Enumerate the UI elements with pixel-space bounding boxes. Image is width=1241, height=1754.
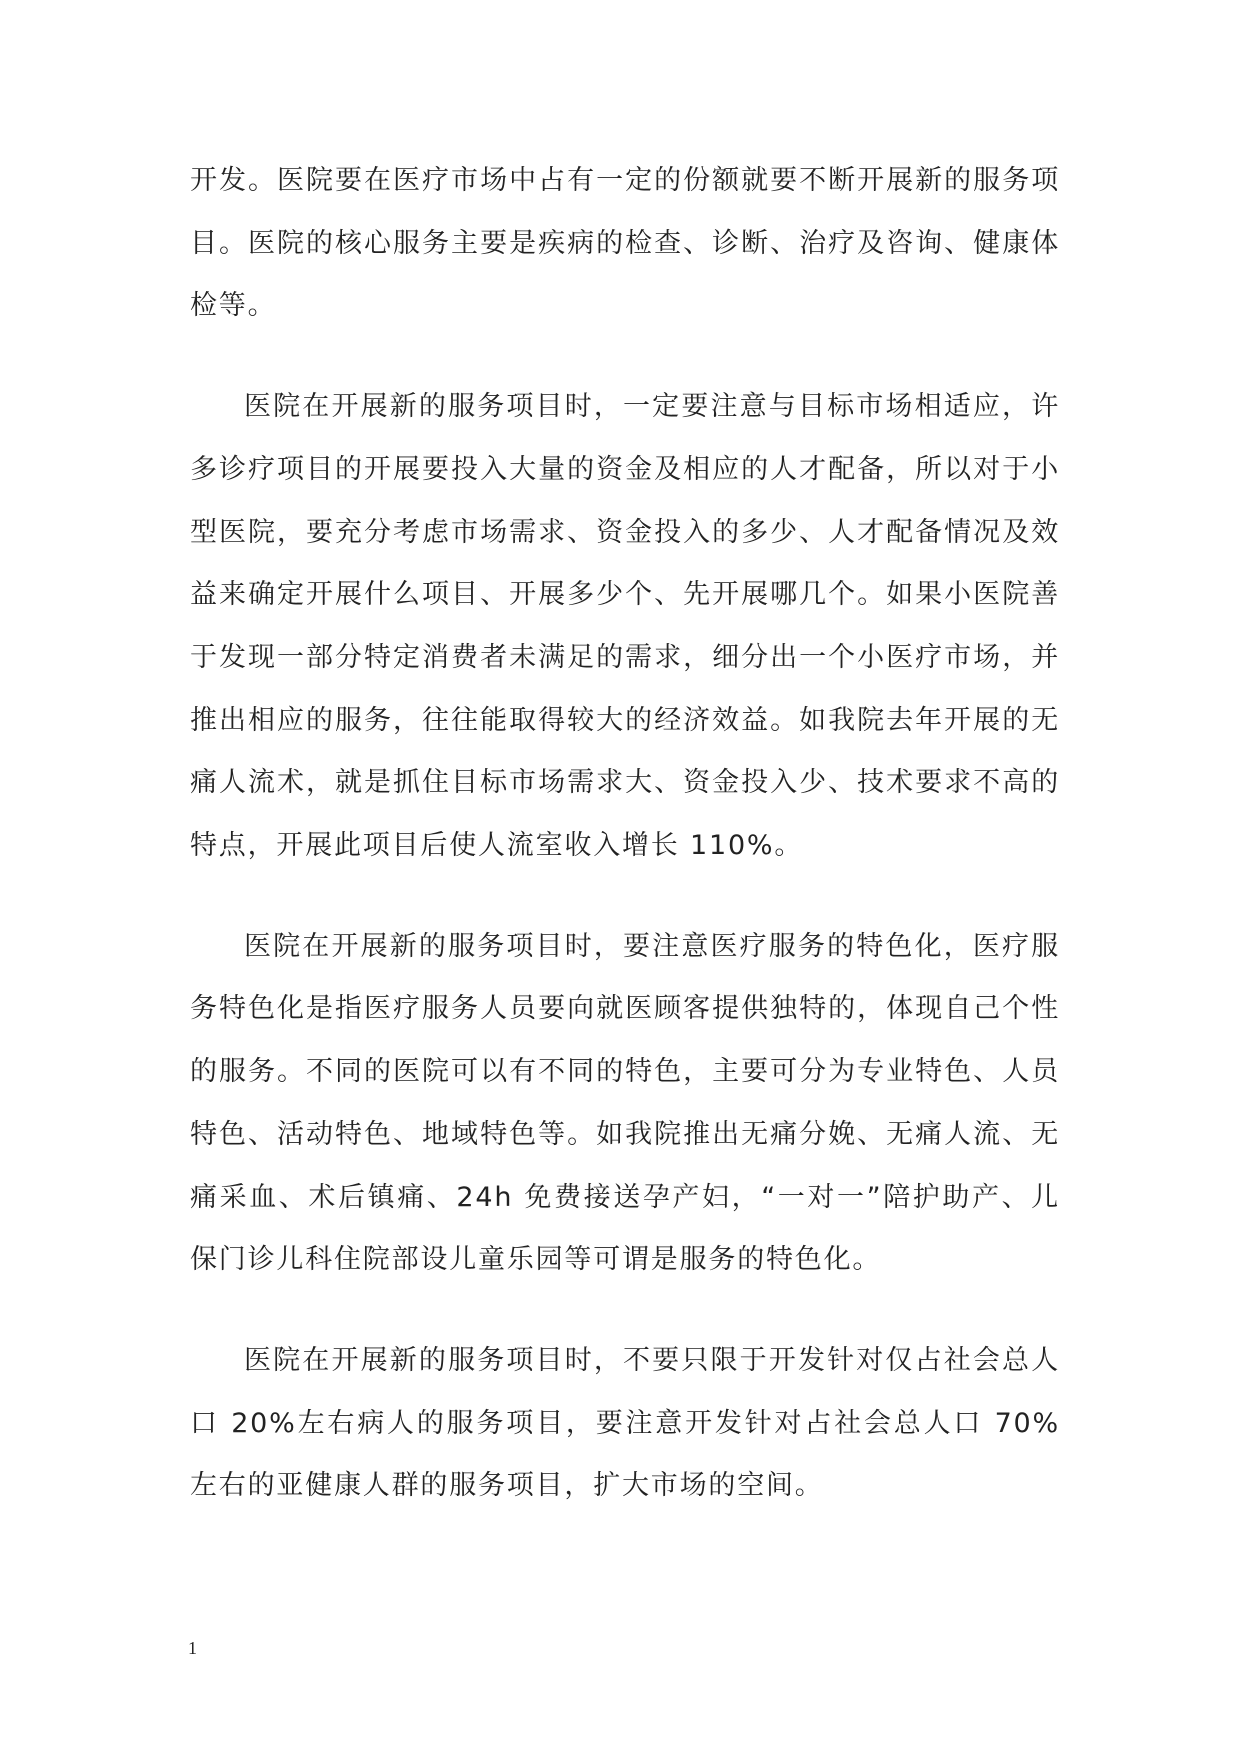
paragraph-4: 医院在开展新的服务项目时，不要只限于开发针对仅占社会总人口 20%左右病人的服务项目，要注意开发针对占社会总人口 70%左右的亚健康人群的服务项目，扩大市场的空间。 [190,1344,1060,1502]
paragraph-1: 开发。医院要在医疗市场中占有一定的份额就要不断开展新的服务项目。医院的核心服务主要是疾病的检查、诊断、治疗及咨询、健康体检等。 [190,165,1060,322]
page-number: 1 [188,1638,197,1658]
paragraph-2: 医院在开展新的服务项目时，一定要注意与目标市场相适应，许多诊疗项目的开展要投入大量的资金及相应的人才配备，所以对于小型医院，要充分考虑市场需求、资金投入的多少、人才配备情况及效益来确定开展什么项目、开展多少个、先开展哪几个。如果小医院善于发现一部分特定消费者未满足的需求，细分出一个小医疗市场，并推出相应的服务，往往能取得较大的经济效益。如我院去年开展的无痛人流术，就是抓住目标市场需求大、资金投入少、技术要求不高的特点，开展此项目后使人流室收入增长 110%。 [190,391,1060,862]
body-text [190,150,1060,1518]
paragraph-3: 医院在开展新的服务项目时，要注意医疗服务的特色化，医疗服务特色化是指医疗服务人员要向就医顾客提供独特的，体现自己个性的服务。不同的医院可以有不同的特色，主要可分为专业特色、人员特色、活动特色、地域特色等。如我院推出无痛分娩、无痛人流、无痛采血、术后镇痛、24h 免费接送孕产妇，“一对一”陪护助产、儿保门诊儿科住院部设儿童乐园等可谓是服务的特色化。 [190,930,1060,1276]
